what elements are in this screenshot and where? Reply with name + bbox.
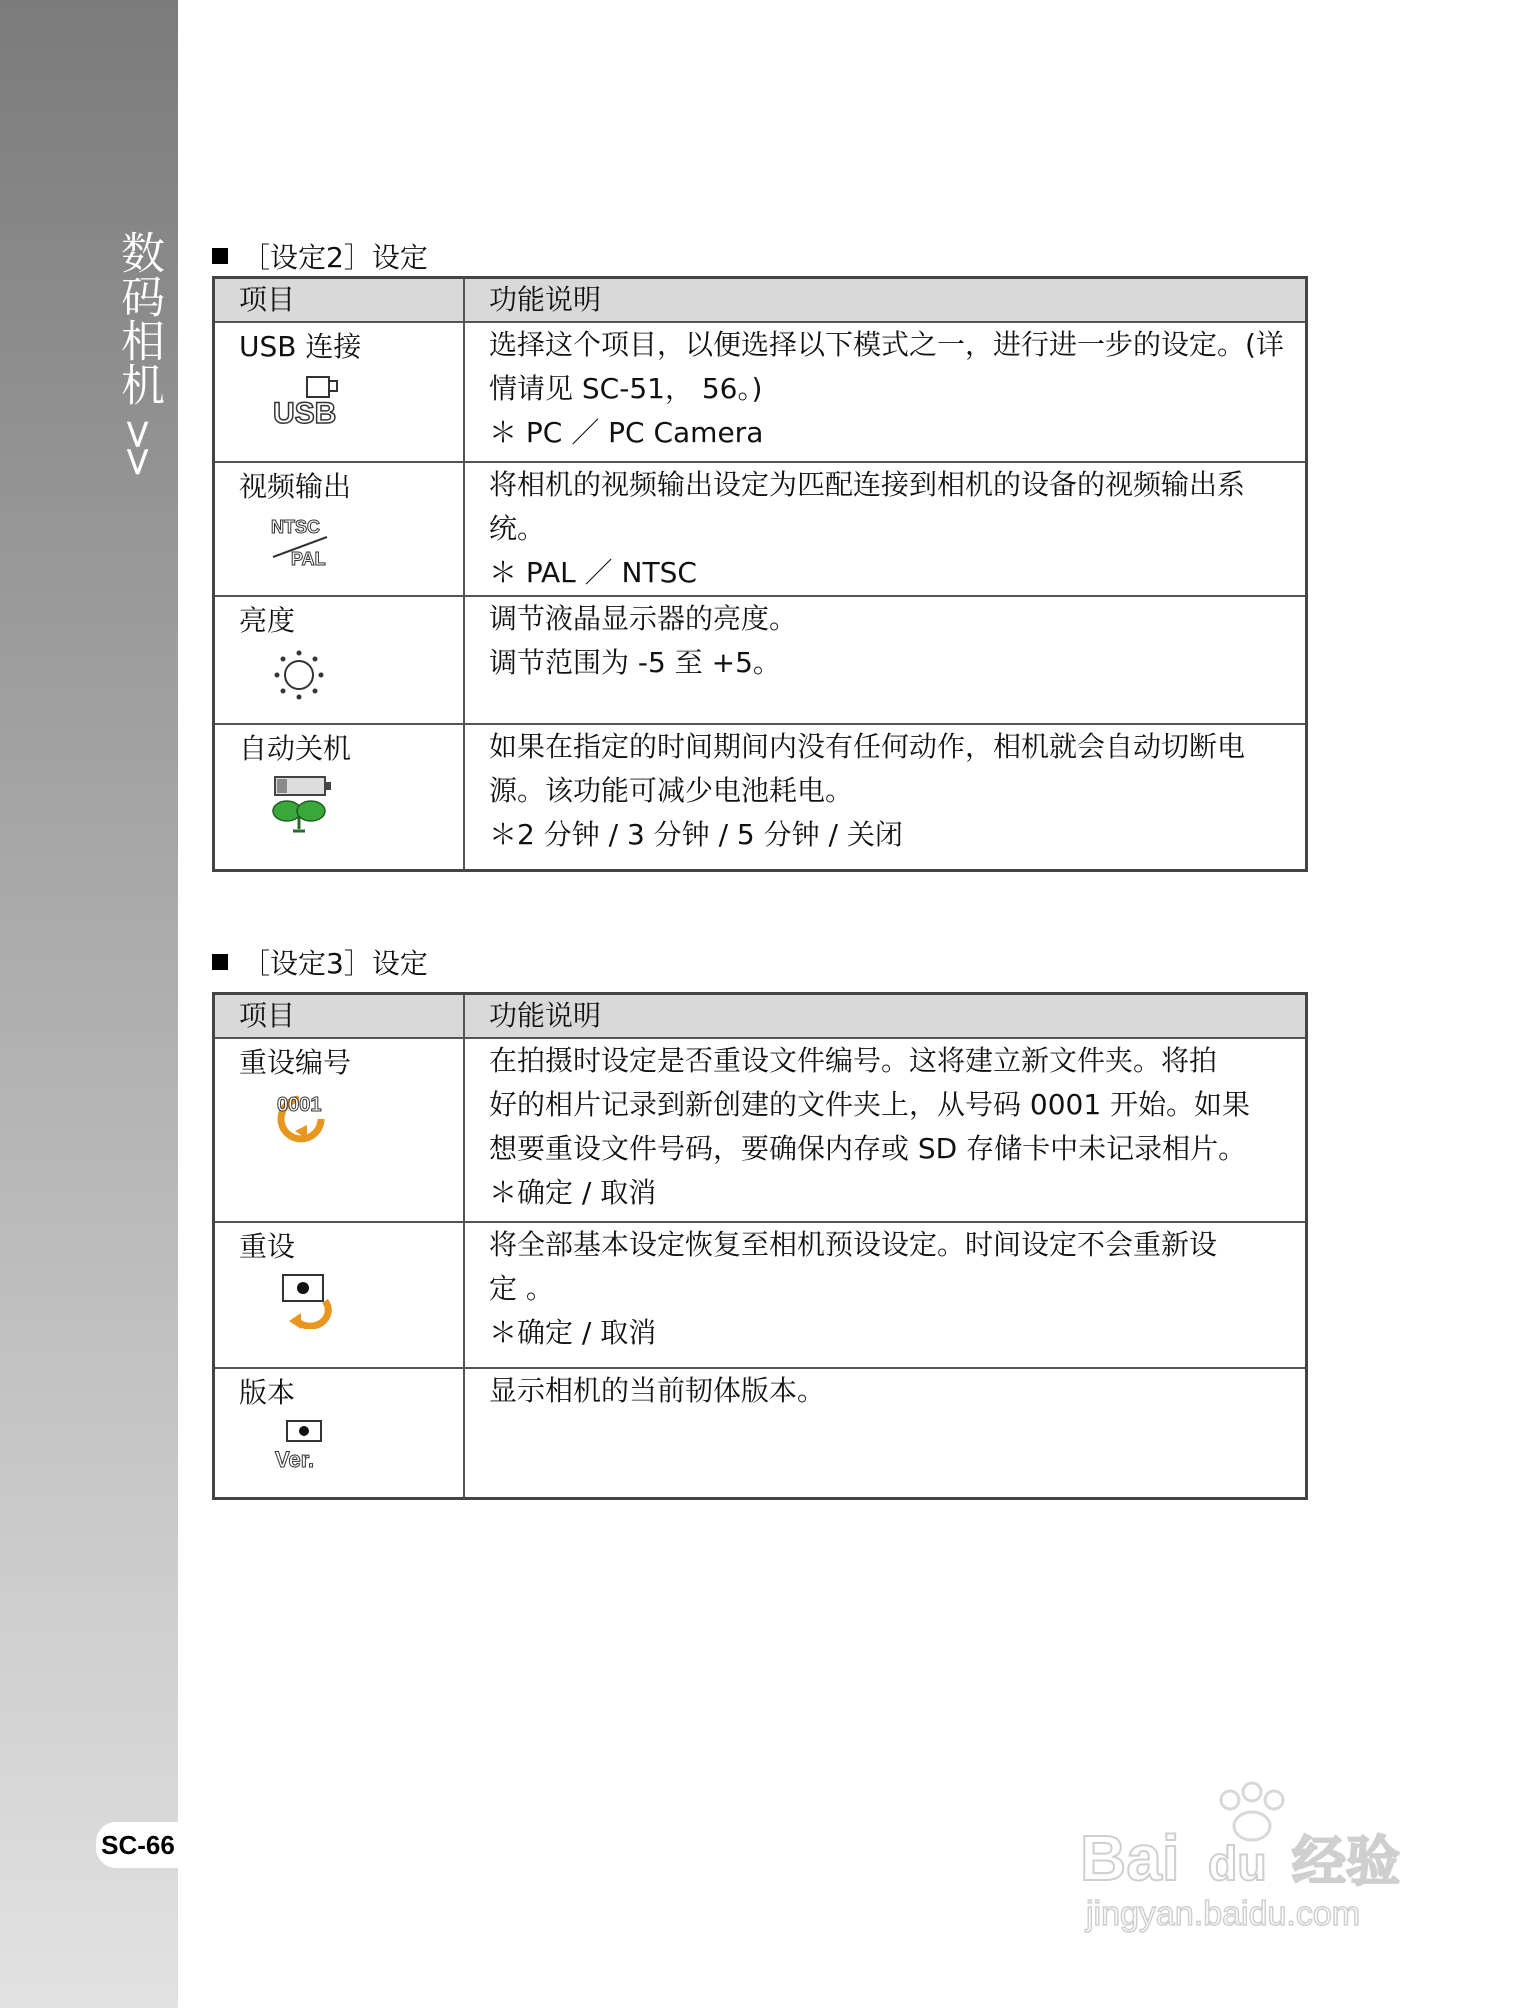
section2-title-text: ［设定3］设定 (242, 947, 428, 980)
desc-line: ＊2 分钟 / 3 分钟 / 5 分钟 / 关闭 (489, 818, 903, 851)
desc-line: 将相机的视频输出设定为匹配连接到相机的设备的视频输出系统。 (489, 468, 1246, 545)
desc-line: 显示相机的当前韧体版本。 (489, 1374, 826, 1407)
item-name: 重设编号 (239, 1046, 352, 1079)
baidu-jingyan-watermark (1080, 1780, 1440, 1940)
item-cell (214, 724, 465, 870)
desc-cell (464, 1368, 1307, 1498)
item-name: 重设 (239, 1230, 296, 1263)
bullet-square-icon (212, 248, 228, 264)
version-icon (269, 1419, 339, 1475)
brightness-icon (269, 647, 339, 703)
desc-line: 调节液晶显示器的亮度。 (489, 602, 798, 635)
col-desc-header: 功能说明 (464, 278, 1307, 323)
item-cell (214, 462, 465, 596)
desc-line: 好的相片记录到新创建的文件夹上，从号码 0001 开始。如果 (489, 1088, 1251, 1121)
item-name: 亮度 (239, 604, 296, 637)
section2-title (212, 942, 428, 982)
table-row (214, 1368, 1307, 1498)
reset-number-text: 0001 (277, 1094, 322, 1116)
item-name: 视频输出 (239, 470, 352, 503)
table-row (214, 1038, 1307, 1222)
watermark-brand2: du (1208, 1838, 1267, 1891)
ntsc-pal-icon (269, 513, 339, 569)
desc-cell (464, 1222, 1307, 1368)
item-cell (214, 322, 465, 462)
desc-line: 将全部基本设定恢复至相机预设设定。时间设定不会重新设 (489, 1228, 1218, 1261)
desc-line: 在拍摄时设定是否重设文件编号。这将建立新文件夹。将拍 (489, 1044, 1218, 1077)
table-header (214, 278, 1307, 323)
page-number: SC-66 (96, 1822, 180, 1868)
pal-text: PAL (291, 549, 326, 569)
bullet-square-icon (212, 954, 228, 970)
sidebar-title (108, 230, 168, 473)
desc-cell (464, 322, 1307, 462)
item-cell (214, 1038, 465, 1222)
desc-line: 情请见 SC-51， 56。) (489, 372, 763, 405)
table-row (214, 322, 1307, 462)
usb-icon (269, 373, 339, 429)
section1-title (212, 236, 428, 276)
table-row (214, 596, 1307, 724)
watermark-url: jingyan.baidu.com (1086, 1895, 1361, 1933)
watermark-cn: 经验 (1292, 1830, 1400, 1893)
desc-line: 定 。 (489, 1272, 554, 1305)
item-cell (214, 1368, 465, 1498)
settings2-table (212, 276, 1308, 872)
desc-cell (464, 462, 1307, 596)
desc-line: ＊ PC ／ PC Camera (489, 416, 764, 449)
item-name: 版本 (239, 1376, 296, 1409)
desc-cell (464, 1038, 1307, 1222)
item-name: USB 连接 (239, 330, 362, 363)
settings3-table (212, 992, 1308, 1500)
table-row (214, 1222, 1307, 1368)
desc-line: 如果在指定的时间期间内没有任何动作，相机就会自动切断电 (489, 730, 1246, 763)
chevron-icon: >> (115, 417, 161, 473)
item-cell (214, 1222, 465, 1368)
table-row (214, 724, 1307, 870)
table-row (214, 462, 1307, 596)
ntsc-text: NTSC (271, 517, 320, 537)
desc-line: ＊确定 / 取消 (489, 1316, 657, 1349)
col-item-header: 项目 (214, 278, 465, 323)
version-icon-text: Ver. (275, 1447, 315, 1472)
desc-cell (464, 596, 1307, 724)
item-name: 自动关机 (239, 732, 352, 765)
sidebar (0, 0, 178, 2008)
item-cell (214, 596, 465, 724)
table-header (214, 994, 1307, 1039)
desc-line: ＊确定 / 取消 (489, 1176, 657, 1209)
watermark-brand: Bai (1080, 1822, 1180, 1894)
auto-power-off-icon (269, 775, 339, 835)
reset-icon (269, 1273, 339, 1329)
desc-line: ＊ PAL ／ NTSC (489, 556, 697, 589)
desc-line: 源。该功能可减少电池耗电。 (489, 774, 854, 807)
usb-icon-text: USB (273, 397, 337, 429)
sidebar-title-text: 数码相机 (113, 230, 164, 406)
section1-title-text: ［设定2］设定 (242, 241, 428, 274)
col-item-header: 项目 (214, 994, 465, 1039)
reset-number-icon (269, 1089, 339, 1145)
desc-line: 想要重设文件号码，要确保内存或 SD 存储卡中未记录相片。 (489, 1132, 1247, 1165)
desc-line: 调节范围为 -5 至 +5。 (489, 646, 781, 679)
desc-cell (464, 724, 1307, 870)
desc-line: 选择这个项目，以便选择以下模式之一，进行进一步的设定。(详 (489, 328, 1284, 361)
col-desc-header: 功能说明 (464, 994, 1307, 1039)
